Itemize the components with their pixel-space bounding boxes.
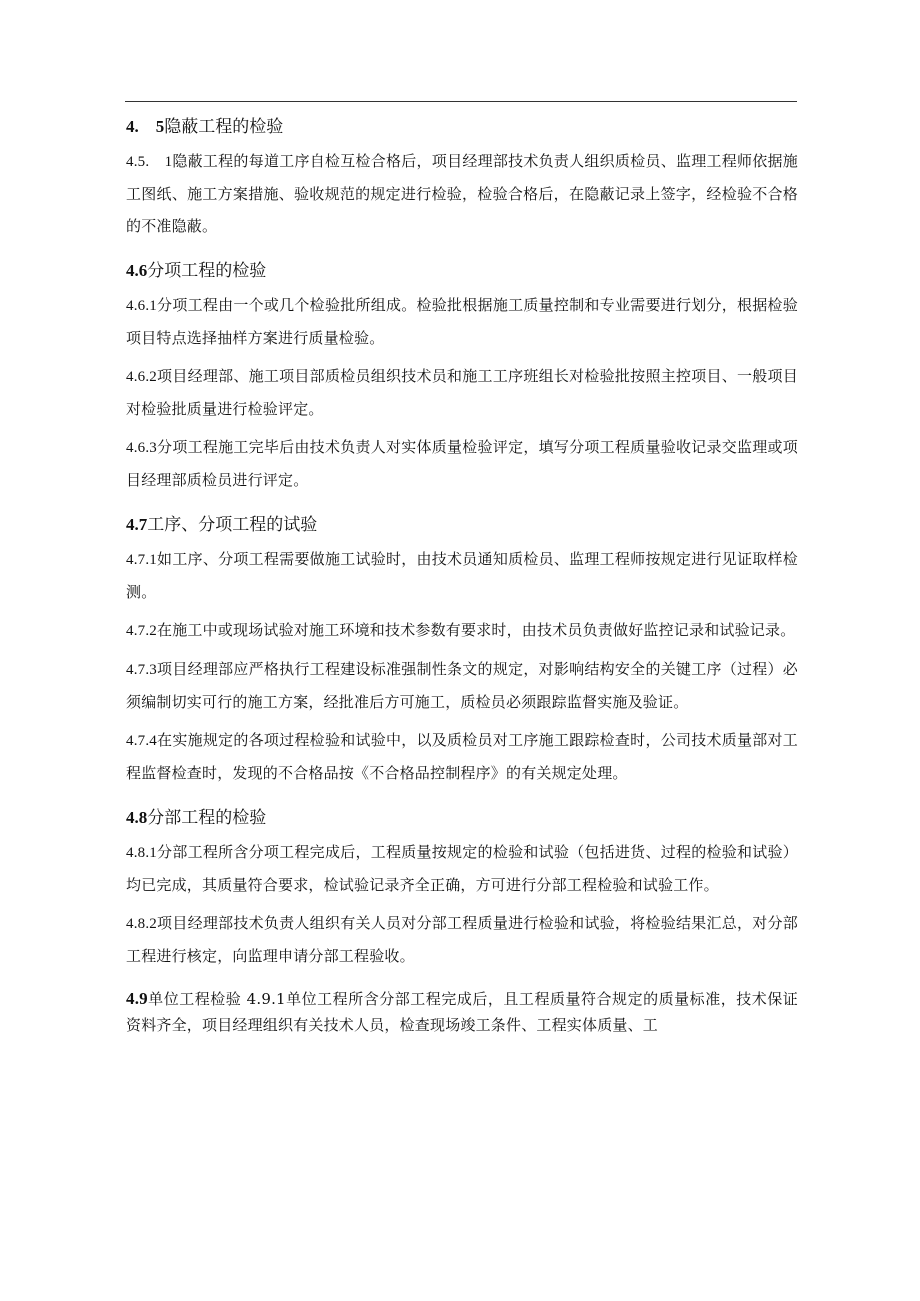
- section-number: 4.8: [126, 808, 148, 827]
- paragraph-text: 单位工程所含分部工程完成后，且工程质量符合规定的质量标准，技术保证资料齐全，项目经理组织有关技术人员，检查现场竣工条件、工程实体质量、工: [126, 990, 798, 1034]
- paragraph-number: 4.7.1: [126, 552, 157, 568]
- paragraph-number: 4.8.1: [126, 845, 157, 861]
- paragraph-4-8-2: [126, 907, 798, 972]
- paragraph-4-7-3: [126, 653, 798, 718]
- section-heading-4-5: [126, 112, 798, 142]
- paragraph-number: 4.5. 1: [126, 154, 173, 170]
- section-title: 分部工程的检验: [147, 808, 267, 828]
- paragraph-number: 4.7.3: [126, 662, 157, 678]
- section-title: 工序、分项工程的试验: [147, 515, 318, 535]
- paragraph-number: 4.7.4: [126, 733, 157, 749]
- section-number: 4.7: [126, 515, 148, 534]
- section-title: 单位工程检验: [147, 990, 242, 1008]
- paragraph-4-7-1: [126, 543, 798, 608]
- paragraph-text: 分项工程施工完毕后由技术负责人对实体质量检验评定，填写分项工程质量验收记录交监理或项目经理部质检员进行评定。: [126, 438, 798, 489]
- paragraph-number: 4.8.2: [126, 916, 157, 932]
- paragraph-4-8-1: [126, 836, 798, 901]
- paragraph-text: 在施工中或现场试验对施工环境和技术参数有要求时，由技术员负责做好监控记录和试验记录。: [157, 621, 796, 639]
- paragraph-text: 如工序、分项工程需要做施工试验时，由技术员通知质检员、监理工程师按规定进行见证取样检测。: [126, 550, 798, 601]
- paragraph-4-7-2: [126, 614, 798, 647]
- section-title: 隐蔽工程的检验: [164, 117, 284, 137]
- section-number: 4.9: [126, 989, 148, 1008]
- paragraph-text: 项目经理部应严格执行工程建设标准强制性条文的规定，对影响结构安全的关键工序（过程）必须编制切实可行的施工方案，经批准后方可施工，质检员必须跟踪监督实施及验证。: [126, 660, 798, 711]
- section-heading-4-8: [126, 803, 798, 833]
- document-body: [126, 112, 798, 1038]
- section-number: 4. 5: [126, 117, 165, 136]
- paragraph-number: 4.6.1: [126, 298, 157, 314]
- header-rule: [125, 101, 797, 102]
- paragraph-text: 项目经理部、施工项目部质检员组织技术员和施工工序班组长对检验批按照主控项目、一般项目对检验批质量进行检验评定。: [126, 367, 798, 418]
- paragraph-4-5-1: [126, 145, 798, 242]
- paragraph-text: 分部工程所含分项工程完成后，工程质量按规定的检验和试验（包括进货、过程的检验和试验）均已完成，其质量符合要求，检试验记录齐全正确，方可进行分部工程检验和试验工作。: [126, 843, 798, 894]
- paragraph-4-6-1: [126, 289, 798, 354]
- paragraph-text: 分项工程由一个或几个检验批所组成。检验批根据施工质量控制和专业需要进行划分，根据检验项目特点选择抽样方案进行质量检验。: [126, 296, 798, 347]
- paragraph-text: 项目经理部技术负责人组织有关人员对分部工程质量进行检验和试验，将检验结果汇总，对分部工程进行核定，向监理申请分部工程验收。: [126, 914, 798, 965]
- paragraph-4-9: [126, 986, 798, 1038]
- paragraph-4-7-4: [126, 724, 798, 789]
- section-number: 4.6: [126, 261, 148, 280]
- paragraph-number: 4.9.1: [246, 990, 286, 1008]
- section-heading-4-6: [126, 256, 798, 286]
- paragraph-4-6-3: [126, 431, 798, 496]
- section-title: 分项工程的检验: [147, 261, 267, 281]
- paragraph-number: 4.7.2: [126, 623, 157, 639]
- paragraph-number: 4.6.2: [126, 369, 157, 385]
- paragraph-text: 隐蔽工程的每道工序自检互检合格后，项目经理部技术负责人组织质检员、监理工程师依据施工图纸、施工方案措施、验收规范的规定进行检验，检验合格后，在隐蔽记录上签字，经检验不合格的不准隐蔽。: [126, 152, 798, 235]
- section-heading-4-7: [126, 510, 798, 540]
- paragraph-4-6-2: [126, 360, 798, 425]
- paragraph-number: 4.6.3: [126, 440, 157, 456]
- paragraph-text: 在实施规定的各项过程检验和试验中，以及质检员对工序施工跟踪检查时，公司技术质量部对工程监督检查时，发现的不合格品按《不合格品控制程序》的有关规定处理。: [126, 731, 798, 782]
